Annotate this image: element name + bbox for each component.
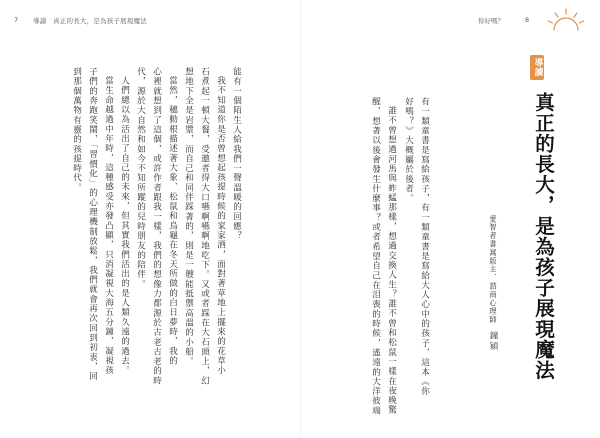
author-name: 鐘穎: [488, 331, 498, 353]
right-text-column: 誰不曾想過河馬與蚱蜢那樣，想過交換人生？誰不曾和松鼠一樣在夜晚驚: [386, 106, 397, 415]
left-text-column: 我不知道你是否曾想起孩提時候的家家酒，面對著草地上擺來的花草小: [215, 76, 226, 376]
right-running-title: 你好嗎？: [478, 17, 504, 25]
left-text-column: 子們的奔跑笑鬧，「習慣化」的心理機制放鬆，我們就會再次回到初衷，回: [87, 67, 98, 382]
right-text-column: 醒，想著以後會發生什麼事？或者希望自己在泪喪的時候，遙遠的大洋彼端: [370, 97, 381, 416]
sun-decoration-icon: [546, 6, 586, 32]
left-text-column: 心裡就想到了這個，或許作者跟我一樣，我們的想像力都源於古老古老的時: [151, 67, 162, 386]
chapter-badge: 導讀: [530, 55, 544, 80]
left-text-column: 當然，穗動根描述著大象、松鼠和烏龜在冬天所做的白日夢時，我的: [167, 76, 178, 366]
right-page-number: 8: [525, 16, 530, 24]
left-text-column: 想地下全是岩漿，而自己和同伴踩著的，則是一艘能抵禦高溫的小船。: [183, 67, 194, 367]
left-text-column: 到那個萬物有靈的孩提時代。: [71, 67, 82, 193]
author-affiliation: 愛智者書窩版主．諮商心理師: [489, 215, 498, 325]
chapter-title: 真正的長大，是為孩子展現魔法: [532, 92, 555, 381]
left-text-column: 人們總以為活出了自己的未來，但其實我們活出的是人類久遠的過去。: [119, 76, 130, 376]
right-text-column: 有一類童書是寫給孩子，有一類童書是寫給大人心中的孩子，這本《你: [419, 97, 430, 397]
left-text-column: 石煮起一頓大餐，受邀者得大口嚥啊嚥啊地吃下。又或者踩在大石頭上，幻: [199, 67, 210, 386]
left-page-number: 7: [14, 16, 19, 24]
left-running-title: 導讀 真正的長大，是為孩子展現魔法: [33, 17, 147, 25]
right-text-column: 好嗎？》大概屬於後者。: [403, 97, 414, 204]
left-text-column: 代，源於大自然和如今不知所蹤的兒時朋友的陪伴。: [135, 67, 146, 289]
left-text-column: 能有一個陌生人給我們一聲溫暖的回應？: [231, 67, 242, 241]
page-gutter: [300, 0, 301, 438]
left-text-column: 當生命越過中年時，這種感受亦發凸顯，只消凝視大海五分鐘，凝視孩: [103, 76, 114, 376]
